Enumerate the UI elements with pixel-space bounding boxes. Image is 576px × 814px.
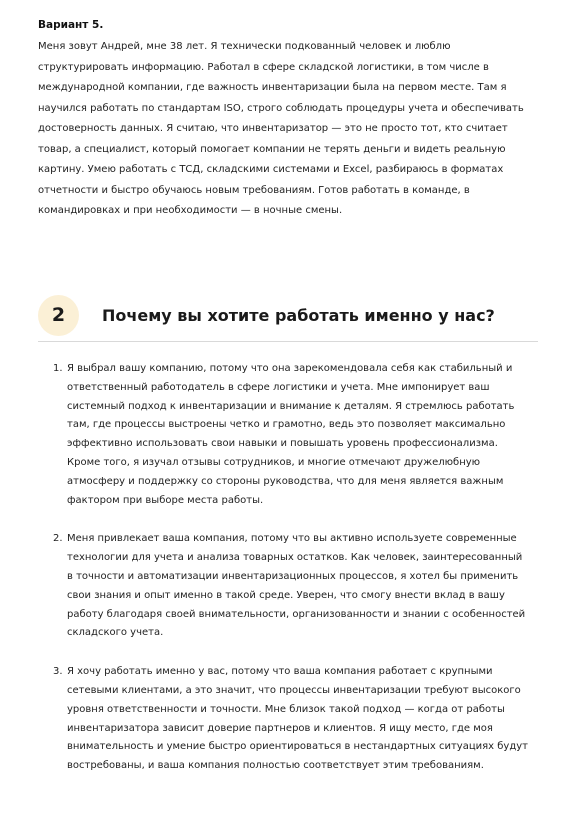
section-header (38, 295, 538, 342)
list-item-text: Меня привлекает ваша компания, потому что вы активно используете современные технологии для учета и анализа товарных остатков. Как человек, заинтересованный в точности и автоматизации инвентаризационных процессов, я хотел бы применить свои знания и опыт именно в такой среде. Уверен, что смогу внести вклад в вашу работу благодаря своей внимательности, организованности и знании с особенностей складского учета. (67, 533, 526, 639)
section-number-badge: 2 (38, 295, 79, 336)
variant-title: Вариант 5. (38, 19, 104, 31)
list-item-number: 3. (53, 666, 63, 678)
list-item (53, 360, 531, 510)
answers-list (53, 360, 531, 796)
variant-text: Меня зовут Андрей, мне 38 лет. Я технически подкованный человек и люблю структурировать информацию. Работал в сфере складской логистики, в том числе в международной компании, где важность инвентаризации была на первом месте. Там я научился работать по стандартам ISO, строго соблюдать процедуры учета и обеспечивать достоверность данных. Я считаю, что инвентаризатор — это не просто тот, кто считает товар, а специалист, который помогает компании не терять деньги и видеть реальную картину. Умею работать с ТСД, складскими системами и Excel, разбираюсь в форматах отчетности и быстро обучаюсь новым требованиям. Готов работать в команде, в командировках и при необходимости — в ночные смены. (38, 41, 524, 216)
variant-block (38, 18, 538, 222)
section-title: Почему вы хотите работать именно у нас? (102, 306, 495, 325)
list-item (53, 663, 531, 776)
list-item-number: 1. (53, 363, 63, 374)
list-item (53, 530, 531, 643)
list-item-number: 2. (53, 533, 63, 545)
list-item-text: Я выбрал вашу компанию, потому что она зарекомендовала себя как стабильный и ответственный работодатель в сфере логистики и учета. Мне импонирует ваш системный подход к инвентаризации и внимание к деталям. Я стремлюсь работать там, где процессы выстроены четко и грамотно, ведь это позволяет максимально эффективно использовать свои навыки и повышать уровень профессионализма. Кроме того, я изучал отзывы сотрудников, и многие отмечают дружелюбную атмосферу и поддержку со стороны руководства, что для меня является важным фактором при выборе места работы. (67, 363, 515, 506)
list-item-text: Я хочу работать именно у вас, потому что ваша компания работает с крупными сетевыми клиентами, а это значит, что процессы инвентаризации требуют высокого уровня ответственности и точности. Мне близок такой подход — когда от работы инвентаризатора зависит доверие партнеров и клиентов. Я ищу место, где моя внимательность и умение быстро ориентироваться в нестандартных ситуациях будут востребованы, и ваша компания полностью соответствует этим требованиям. (67, 666, 529, 772)
